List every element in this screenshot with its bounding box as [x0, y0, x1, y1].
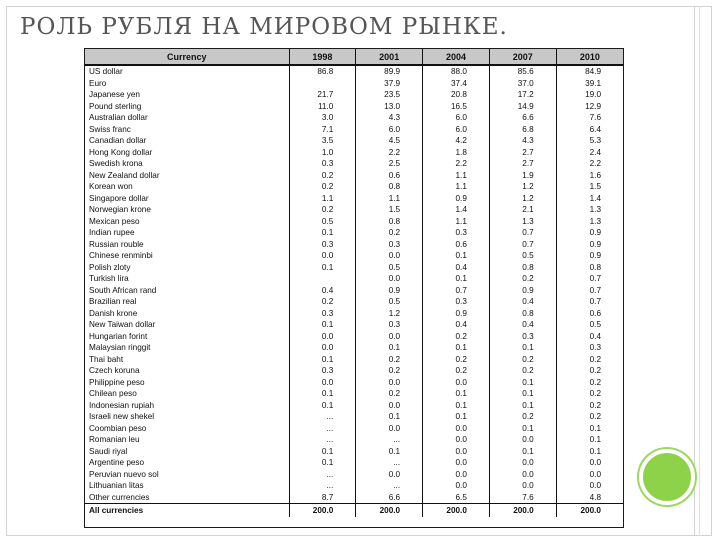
- table-row: [85, 377, 623, 389]
- turnover-share: 0.1: [489, 377, 556, 389]
- turnover-share: 6.0: [356, 124, 423, 136]
- table-row: [85, 135, 623, 147]
- table-row: [85, 285, 623, 297]
- table-row: [85, 469, 623, 481]
- turnover-share: 0.3: [423, 227, 490, 239]
- turnover-share: 0.7: [556, 296, 623, 308]
- turnover-share: 0.0: [423, 480, 490, 492]
- table-row: [85, 423, 623, 435]
- turnover-share: [289, 273, 356, 285]
- turnover-share: 0.5: [356, 296, 423, 308]
- turnover-share: 1.1: [356, 193, 423, 205]
- slide-edge-line: [694, 6, 695, 536]
- currency-name: Israeli new shekel: [89, 412, 155, 421]
- turnover-share: 0.7: [556, 273, 623, 285]
- turnover-share: 0.1: [289, 354, 356, 366]
- turnover-share: 0.5: [556, 319, 623, 331]
- currency-name: New Zealand dollar: [89, 170, 160, 180]
- turnover-share: 0.0: [423, 446, 490, 458]
- turnover-share: 0.2: [356, 227, 423, 239]
- turnover-share: 2.2: [356, 147, 423, 159]
- table-row: [85, 400, 623, 412]
- table-row: [85, 457, 623, 469]
- turnover-share: 0.2: [423, 331, 490, 343]
- table-row: [85, 216, 623, 228]
- turnover-share: 1.2: [489, 181, 556, 193]
- turnover-share: 1.5: [556, 181, 623, 193]
- turnover-share: 0.0: [356, 273, 423, 285]
- turnover-share: 0.4: [489, 319, 556, 331]
- turnover-share: 0.1: [556, 446, 623, 458]
- turnover-share: 0.5: [289, 216, 356, 228]
- turnover-share: ...: [289, 411, 356, 423]
- turnover-share: 6.8: [489, 124, 556, 136]
- turnover-share: 0.0: [289, 331, 356, 343]
- currency-name: Mexican peso: [89, 216, 140, 226]
- turnover-share: 4.5: [356, 135, 423, 147]
- turnover-share: 2.7: [489, 158, 556, 170]
- turnover-share: 0.7: [423, 285, 490, 297]
- turnover-share: 4.3: [356, 112, 423, 124]
- table-row: [85, 181, 623, 193]
- turnover-share: 0.6: [356, 170, 423, 182]
- turnover-share: 0.8: [356, 216, 423, 228]
- turnover-share: 0.2: [356, 365, 423, 377]
- turnover-share: 23.5: [356, 89, 423, 101]
- currency-name: Japanese yen: [89, 90, 140, 99]
- header-year: 1998: [289, 49, 356, 65]
- table-row: [85, 411, 623, 423]
- turnover-share: 1.5: [356, 204, 423, 216]
- turnover-share: 0.9: [489, 285, 556, 297]
- turnover-share: 0.0: [489, 457, 556, 469]
- currency-name: Swedish krona: [89, 159, 143, 168]
- total-value: 200.0: [489, 504, 556, 518]
- turnover-share: 0.2: [489, 411, 556, 423]
- turnover-share: 14.9: [489, 101, 556, 113]
- turnover-share: 3.0: [289, 112, 356, 124]
- turnover-share: 0.0: [289, 342, 356, 354]
- turnover-share: ...: [289, 480, 356, 492]
- header-year: 2010: [556, 49, 623, 65]
- table-row: [85, 331, 623, 343]
- currency-name: Norwegian krone: [89, 205, 151, 214]
- turnover-share: 0.2: [556, 354, 623, 366]
- turnover-share: 7.6: [489, 492, 556, 504]
- turnover-share: ...: [356, 434, 423, 446]
- table-row: [85, 365, 623, 377]
- currency-name: Korean won: [89, 182, 133, 191]
- turnover-share: 0.9: [556, 250, 623, 262]
- turnover-share: 0.2: [289, 170, 356, 182]
- currency-name: Malaysian ringgit: [89, 343, 151, 352]
- turnover-share: 0.0: [489, 469, 556, 481]
- turnover-share: 1.3: [556, 216, 623, 228]
- currency-name: Pound sterling: [89, 101, 142, 111]
- turnover-share: 0.8: [556, 262, 623, 274]
- turnover-share: 1.0: [289, 147, 356, 159]
- turnover-share: 0.1: [356, 446, 423, 458]
- turnover-share: 3.5: [289, 135, 356, 147]
- turnover-share: 0.2: [489, 365, 556, 377]
- turnover-share: 4.8: [556, 492, 623, 504]
- turnover-share: 0.0: [289, 377, 356, 389]
- currency-name: US dollar: [89, 67, 123, 76]
- table-row: [85, 239, 623, 251]
- table-row: [85, 158, 623, 170]
- turnover-share: 0.1: [489, 342, 556, 354]
- turnover-share: 0.6: [556, 308, 623, 320]
- table-row: [85, 492, 623, 504]
- turnover-share: 89.9: [356, 65, 423, 78]
- turnover-share: 1.9: [489, 170, 556, 182]
- turnover-share: 4.2: [423, 135, 490, 147]
- currency-name: Coombian peso: [89, 423, 147, 433]
- table-header-row: [85, 49, 623, 65]
- table-row: [85, 124, 623, 136]
- turnover-share: 0.3: [356, 239, 423, 251]
- turnover-share: 0.2: [356, 354, 423, 366]
- turnover-share: 0.8: [489, 262, 556, 274]
- header-year: 2004: [423, 49, 490, 65]
- turnover-share: 0.0: [489, 480, 556, 492]
- turnover-share: [289, 78, 356, 90]
- turnover-share: ...: [289, 434, 356, 446]
- turnover-share: 0.0: [556, 469, 623, 481]
- turnover-share: 0.5: [356, 262, 423, 274]
- turnover-share: ...: [356, 480, 423, 492]
- turnover-share: 21.7: [289, 89, 356, 101]
- turnover-share: 0.1: [289, 319, 356, 331]
- turnover-share: 0.2: [556, 411, 623, 423]
- turnover-share: 0.1: [289, 388, 356, 400]
- turnover-share: 0.2: [556, 377, 623, 389]
- turnover-share: 6.6: [356, 492, 423, 504]
- currency-name: Australian dollar: [89, 113, 148, 122]
- table-row: [85, 296, 623, 308]
- table-row: [85, 342, 623, 354]
- turnover-share: 1.1: [289, 193, 356, 205]
- turnover-share: 1.4: [556, 193, 623, 205]
- currency-name: Thai baht: [89, 354, 124, 364]
- currency-name: Romanian leu: [89, 435, 140, 444]
- turnover-share: 0.1: [289, 446, 356, 458]
- total-value: 200.0: [556, 504, 623, 518]
- turnover-share: 0.2: [556, 400, 623, 412]
- turnover-share: 0.1: [489, 446, 556, 458]
- currency-name: Brazilian real: [89, 297, 137, 306]
- decorative-green-circle: [639, 449, 695, 505]
- turnover-share: 16.5: [423, 101, 490, 113]
- table-row: [85, 78, 623, 90]
- slide-title: РОЛЬ РУБЛЯ НА МИРОВОМ РЫНКЕ.: [20, 14, 508, 40]
- table-row: [85, 170, 623, 182]
- currency-name: Saudi riyal: [89, 446, 128, 456]
- turnover-share: 2.7: [489, 147, 556, 159]
- turnover-share: 1.2: [489, 193, 556, 205]
- turnover-share: 0.8: [489, 308, 556, 320]
- total-value: 200.0: [423, 504, 490, 518]
- turnover-share: 0.1: [356, 342, 423, 354]
- turnover-share: 0.2: [556, 388, 623, 400]
- turnover-share: 2.5: [356, 158, 423, 170]
- table-row: [85, 319, 623, 331]
- turnover-share: 0.2: [423, 365, 490, 377]
- currency-name: Lithuanian litas: [89, 481, 144, 490]
- currency-name: Hong Kong dollar: [89, 147, 153, 157]
- turnover-share: 0.0: [556, 480, 623, 492]
- currency-name: Peruvian nuevo sol: [89, 469, 159, 479]
- turnover-share: 0.1: [556, 434, 623, 446]
- table-row: [85, 147, 623, 159]
- turnover-share: 0.9: [556, 239, 623, 251]
- currency-name: Chinese renminbi: [89, 251, 153, 260]
- currency-name: Polish zloty: [89, 262, 131, 272]
- turnover-share: 0.1: [423, 342, 490, 354]
- turnover-share: 11.0: [289, 101, 356, 113]
- turnover-share: 0.2: [356, 388, 423, 400]
- turnover-share: 6.4: [556, 124, 623, 136]
- turnover-share: 0.1: [423, 400, 490, 412]
- turnover-share: 0.1: [423, 411, 490, 423]
- turnover-share: 1.3: [556, 204, 623, 216]
- turnover-share: 1.4: [423, 204, 490, 216]
- currency-name: Canadian dollar: [89, 136, 147, 145]
- table-row: [85, 480, 623, 492]
- slide-edge-line-secondary: [699, 6, 700, 536]
- turnover-share: 0.9: [556, 227, 623, 239]
- turnover-share: 0.0: [423, 423, 490, 435]
- currency-name: Singapore dollar: [89, 193, 149, 203]
- table-row: [85, 273, 623, 285]
- turnover-share: 0.3: [289, 158, 356, 170]
- turnover-share: 6.6: [489, 112, 556, 124]
- total-value: 200.0: [356, 504, 423, 518]
- turnover-share: ...: [356, 457, 423, 469]
- table-row: [85, 446, 623, 458]
- turnover-share: 0.7: [556, 285, 623, 297]
- turnover-share: 0.4: [289, 285, 356, 297]
- table-row: [85, 227, 623, 239]
- header-year: 2007: [489, 49, 556, 65]
- table-row: [85, 112, 623, 124]
- table-row: [85, 262, 623, 274]
- turnover-share: 37.9: [356, 78, 423, 90]
- turnover-share: 7.6: [556, 112, 623, 124]
- turnover-share: 0.2: [289, 296, 356, 308]
- turnover-share: 85.6: [489, 65, 556, 78]
- turnover-share: 8.7: [289, 492, 356, 504]
- currency-name: Turkish lira: [89, 274, 129, 283]
- currency-name: New Taiwan dollar: [89, 320, 156, 329]
- turnover-share: 37.0: [489, 78, 556, 90]
- turnover-share: 0.0: [356, 377, 423, 389]
- turnover-share: 0.2: [489, 273, 556, 285]
- turnover-share: 0.0: [356, 400, 423, 412]
- turnover-share: 0.3: [489, 331, 556, 343]
- turnover-share: 0.1: [489, 388, 556, 400]
- turnover-share: 0.8: [356, 181, 423, 193]
- table-row: [85, 250, 623, 262]
- turnover-share: 0.1: [423, 250, 490, 262]
- table-row: [85, 388, 623, 400]
- turnover-share: 0.2: [289, 204, 356, 216]
- turnover-share: 4.3: [489, 135, 556, 147]
- table-row: [85, 204, 623, 216]
- turnover-share: 19.0: [556, 89, 623, 101]
- table-row: [85, 65, 623, 78]
- currency-name: Danish krone: [89, 308, 138, 318]
- turnover-share: 0.9: [423, 193, 490, 205]
- turnover-share: 17.2: [489, 89, 556, 101]
- turnover-share: 86.8: [289, 65, 356, 78]
- turnover-share: 0.0: [289, 250, 356, 262]
- currency-name: Hungarian forint: [89, 331, 148, 341]
- table-row: [85, 308, 623, 320]
- turnover-share: 0.1: [289, 262, 356, 274]
- turnover-share: 1.8: [423, 147, 490, 159]
- currency-name: Indonesian rupiah: [89, 400, 155, 410]
- header-currency: Currency: [85, 49, 289, 65]
- turnover-share: 0.9: [423, 308, 490, 320]
- turnover-share: 0.4: [489, 296, 556, 308]
- turnover-share: 2.4: [556, 147, 623, 159]
- table-row: [85, 193, 623, 205]
- turnover-share: 0.4: [423, 262, 490, 274]
- turnover-share: 0.3: [423, 296, 490, 308]
- turnover-share: 0.0: [423, 457, 490, 469]
- turnover-share: 0.3: [356, 319, 423, 331]
- turnover-share: 0.4: [423, 319, 490, 331]
- currency-name: Russian rouble: [89, 239, 144, 249]
- turnover-share: 37.4: [423, 78, 490, 90]
- turnover-share: 2.2: [423, 158, 490, 170]
- turnover-share: 0.2: [489, 354, 556, 366]
- table-row: [85, 434, 623, 446]
- total-label: All currencies: [85, 504, 289, 518]
- turnover-share: 0.1: [489, 423, 556, 435]
- turnover-share: 12.9: [556, 101, 623, 113]
- turnover-share: 13.0: [356, 101, 423, 113]
- turnover-share: 2.2: [556, 158, 623, 170]
- turnover-share: 1.1: [423, 170, 490, 182]
- turnover-share: 2.1: [489, 204, 556, 216]
- turnover-share: ...: [289, 469, 356, 481]
- turnover-share: 0.0: [423, 434, 490, 446]
- turnover-share: 0.0: [489, 434, 556, 446]
- turnover-share: 0.3: [289, 365, 356, 377]
- turnover-share: 0.1: [289, 227, 356, 239]
- currency-name: Chilean peso: [89, 389, 137, 398]
- currency-name: Other currencies: [89, 492, 150, 502]
- currency-share-table: [85, 49, 623, 517]
- turnover-share: 0.5: [489, 250, 556, 262]
- turnover-share: 0.1: [356, 411, 423, 423]
- turnover-share: 0.1: [423, 273, 490, 285]
- turnover-share: 6.0: [423, 124, 490, 136]
- turnover-share: 1.2: [356, 308, 423, 320]
- turnover-share: 6.5: [423, 492, 490, 504]
- table-row: [85, 354, 623, 366]
- turnover-share: 6.0: [423, 112, 490, 124]
- turnover-share: 0.4: [556, 331, 623, 343]
- turnover-share: 0.3: [289, 308, 356, 320]
- turnover-share: 5.3: [556, 135, 623, 147]
- turnover-share: 0.2: [423, 354, 490, 366]
- turnover-share: 0.1: [423, 388, 490, 400]
- currency-table-scan: [84, 48, 624, 528]
- table-row: [85, 89, 623, 101]
- turnover-share: 0.3: [556, 342, 623, 354]
- turnover-share: 0.7: [489, 239, 556, 251]
- turnover-share: 0.2: [289, 181, 356, 193]
- turnover-share: 20.8: [423, 89, 490, 101]
- turnover-share: ...: [289, 423, 356, 435]
- turnover-share: 1.1: [423, 216, 490, 228]
- currency-name: Philippine peso: [89, 377, 145, 387]
- table-row: [85, 101, 623, 113]
- turnover-share: 0.3: [289, 239, 356, 251]
- turnover-share: 0.0: [356, 331, 423, 343]
- turnover-share: 7.1: [289, 124, 356, 136]
- currency-name: Euro: [89, 78, 107, 88]
- turnover-share: 0.1: [289, 400, 356, 412]
- turnover-share: 0.6: [423, 239, 490, 251]
- turnover-share: 0.1: [289, 457, 356, 469]
- turnover-share: 1.6: [556, 170, 623, 182]
- turnover-share: 0.1: [489, 400, 556, 412]
- currency-name: Indian rupee: [89, 228, 135, 237]
- turnover-share: 0.9: [356, 285, 423, 297]
- turnover-share: 0.7: [489, 227, 556, 239]
- total-row: [85, 504, 623, 518]
- turnover-share: 84.9: [556, 65, 623, 78]
- currency-name: Swiss franc: [89, 124, 131, 134]
- turnover-share: 0.2: [556, 365, 623, 377]
- turnover-share: 0.0: [423, 469, 490, 481]
- turnover-share: 1.1: [423, 181, 490, 193]
- turnover-share: 0.0: [356, 250, 423, 262]
- turnover-share: 0.0: [556, 457, 623, 469]
- header-year: 2001: [356, 49, 423, 65]
- turnover-share: 0.0: [423, 377, 490, 389]
- total-value: 200.0: [289, 504, 356, 518]
- turnover-share: 0.0: [356, 423, 423, 435]
- turnover-share: 0.0: [356, 469, 423, 481]
- currency-name: South African rand: [89, 285, 157, 295]
- currency-name: Argentine peso: [89, 458, 145, 467]
- currency-name: Czech koruna: [89, 366, 140, 375]
- turnover-share: 0.1: [556, 423, 623, 435]
- turnover-share: 88.0: [423, 65, 490, 78]
- turnover-share: 1.3: [489, 216, 556, 228]
- turnover-share: 39.1: [556, 78, 623, 90]
